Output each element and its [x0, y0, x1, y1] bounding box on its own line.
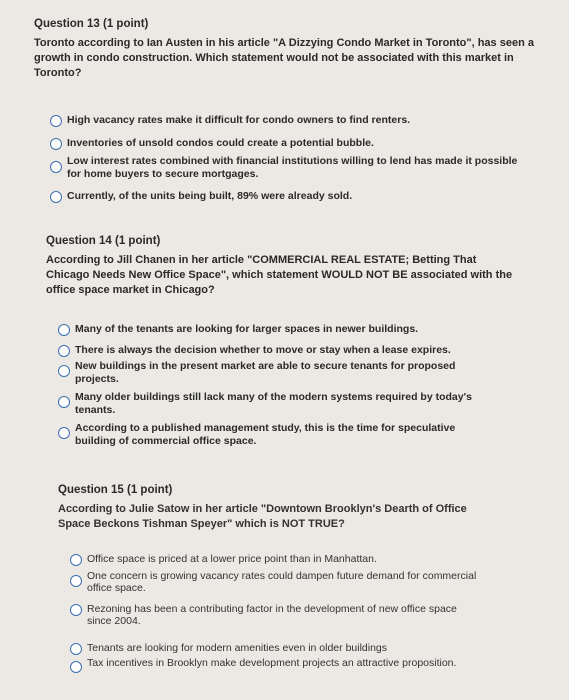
question-title: Question 15 (1 point)	[58, 484, 173, 496]
radio-button[interactable]	[58, 396, 70, 408]
radio-button[interactable]	[70, 575, 82, 587]
radio-button[interactable]	[58, 365, 70, 377]
question-text: Toronto according to Ian Austen in his article "A Dizzying Condo Market in Toronto", has seen a growth in condo construction. Which statement would not be associated with this market in Toronto?	[34, 37, 534, 79]
question-text: According to Jill Chanen in her article "COMMERCIAL REAL ESTATE; Betting That Chicago Needs New Office Space", which statement WOULD NOT BE associated with the office space market in Chicago?	[46, 254, 513, 296]
radio-button[interactable]	[50, 161, 62, 173]
option-label: According to a published management study, this is the time for speculative building of commercial office space.	[75, 422, 456, 447]
answer-options	[58, 323, 498, 447]
answer-options	[70, 553, 480, 670]
option-label: Tax incentives in Brooklyn make development projects an attractive proposition.	[87, 657, 457, 669]
answer-option[interactable]	[58, 391, 498, 416]
answer-option[interactable]	[58, 344, 498, 357]
radio-button[interactable]	[58, 345, 70, 357]
answer-option[interactable]	[70, 657, 480, 670]
radio-button[interactable]	[70, 604, 82, 616]
answer-option[interactable]	[50, 114, 520, 127]
option-label: Tenants are looking for modern amenities even in older buildings	[87, 641, 388, 654]
radio-button[interactable]	[50, 115, 62, 127]
question-15	[58, 484, 498, 669]
radio-button[interactable]	[58, 427, 70, 439]
radio-button[interactable]	[50, 191, 62, 203]
option-label: Currently, of the units being built, 89% were already sold.	[67, 190, 353, 202]
answer-option[interactable]	[70, 570, 480, 595]
option-label: New buildings in the present market are able to secure tenants for proposed projects.	[75, 360, 456, 385]
answer-option[interactable]	[70, 642, 480, 655]
option-label: Rezoning has been a contributing factor in the development of new office space since 2004.	[87, 602, 457, 627]
question-title: Question 13 (1 point)	[34, 18, 149, 30]
question-title: Question 14 (1 point)	[46, 235, 161, 247]
answer-options	[50, 114, 520, 203]
answer-option[interactable]	[50, 137, 520, 150]
option-label: Many of the tenants are looking for larger spaces in newer buildings.	[75, 323, 419, 335]
radio-button[interactable]	[70, 643, 82, 655]
answer-option[interactable]	[70, 603, 480, 628]
option-label: There is always the decision whether to move or stay when a lease expires.	[75, 343, 451, 356]
option-label: Many older buildings still lack many of the modern systems required by today's tenants.	[75, 391, 472, 416]
radio-button[interactable]	[70, 554, 82, 566]
radio-button[interactable]	[50, 138, 62, 150]
answer-option[interactable]	[50, 155, 520, 180]
option-label: Low interest rates combined with financial institutions willing to lend has made it possible for home buyers to secure mortgages.	[67, 155, 518, 180]
question-text: According to Julie Satow in her article "Downtown Brooklyn's Dearth of Office Space Beckons Tishman Speyer" which is NOT TRUE?	[58, 503, 467, 530]
answer-option[interactable]	[58, 360, 498, 385]
question-14	[46, 235, 516, 447]
option-label: Office space is priced at a lower price point than in Manhattan.	[87, 553, 377, 565]
option-label: High vacancy rates make it difficult for condo owners to find renters.	[67, 114, 411, 126]
answer-option[interactable]	[50, 190, 520, 203]
answer-option[interactable]	[58, 422, 498, 447]
answer-option[interactable]	[58, 323, 498, 336]
radio-button[interactable]	[70, 661, 82, 673]
option-label: One concern is growing vacancy rates could dampen future demand for commercial office space.	[87, 569, 477, 594]
radio-button[interactable]	[58, 324, 70, 336]
option-label: Inventories of unsold condos could create a potential bubble.	[67, 136, 374, 149]
answer-option[interactable]	[70, 553, 480, 566]
question-13	[34, 18, 544, 202]
